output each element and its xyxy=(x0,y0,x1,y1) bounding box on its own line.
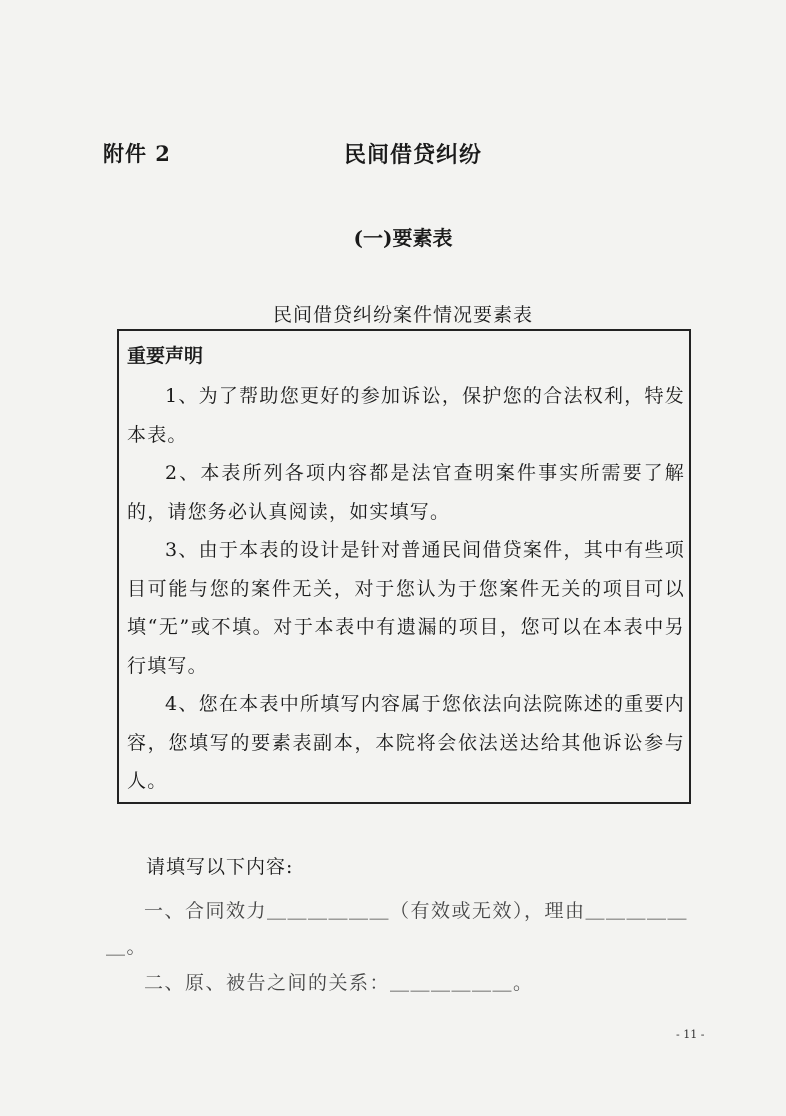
table-title: 民间借贷纠纷案件情况要素表 xyxy=(272,304,533,326)
form-item-party-relationship: 二、原、被告之间的关系：＿＿＿＿＿＿。 xyxy=(144,972,534,994)
form-intro: 请填写以下内容: xyxy=(146,856,294,878)
page-number: - 11 - xyxy=(676,1028,705,1041)
form-item-contract-validity: 一、合同效力＿＿＿＿＿＿（有效或无效），理由＿＿＿＿＿＿。 xyxy=(106,900,689,958)
notice-paragraph-2: 2、本表所列各项内容都是法官查明案件事实所需要了解的，请您务必认真阅读，如实填写。 xyxy=(127,462,685,523)
annex-label: 附件 2 xyxy=(103,141,171,166)
notice-paragraph-3: 3、由于本表的设计是针对普通民间借贷案件，其中有些项目可能与您的案件无关，对于您认为于您案件无关的项目可以填“无”或不填。对于本表中有遗漏的项目，您可以在本表中另行填写。 xyxy=(127,539,685,677)
notice-paragraph-4: 4、您在本表中所填写内容属于您依法向法院陈述的重要内容，您填写的要素表副本，本院将会依法送达给其他诉讼参与人。 xyxy=(127,693,685,792)
notice-paragraph-1: 1、为了帮助您更好的参加诉讼，保护您的合法权利，特发本表。 xyxy=(127,385,685,446)
important-notice-box xyxy=(117,329,691,804)
notice-heading: 重要声明 xyxy=(127,345,204,367)
main-title: 民间借贷纠纷 xyxy=(343,142,482,168)
sub-title: (一)要素表 xyxy=(353,226,453,250)
